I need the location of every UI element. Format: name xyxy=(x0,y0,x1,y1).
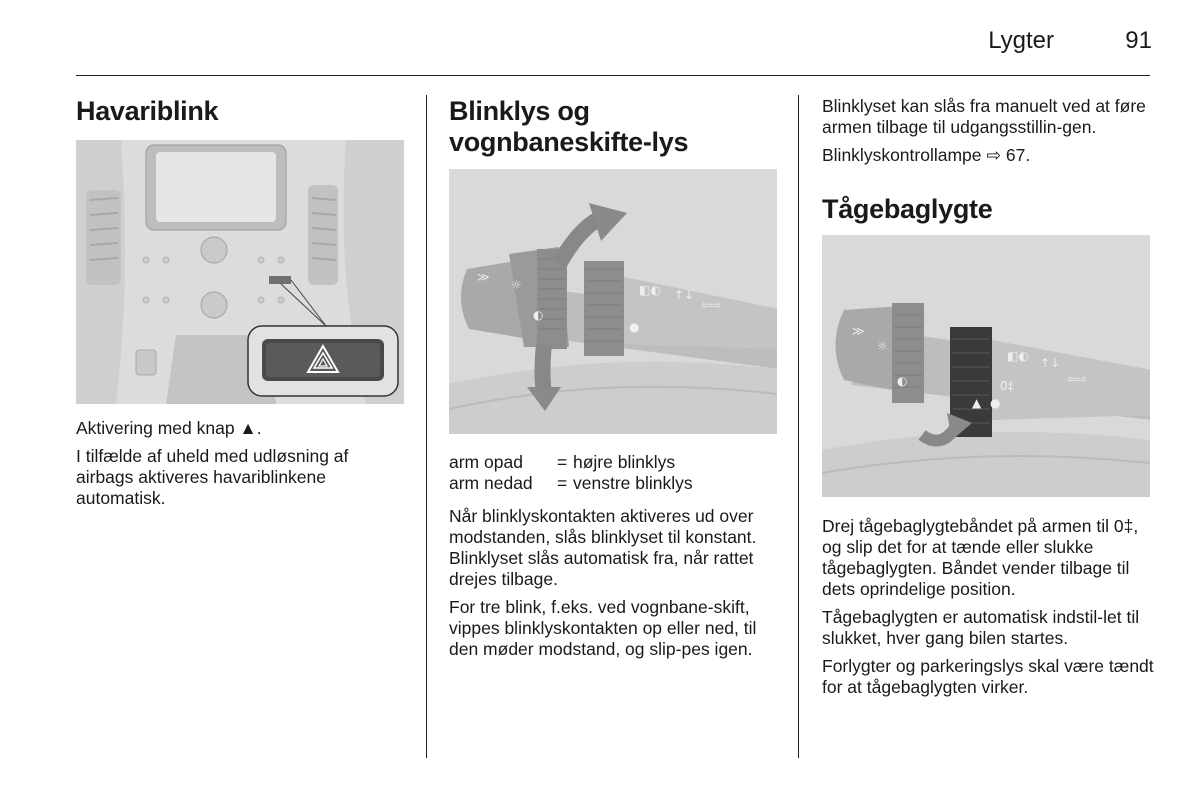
column-divider-2 xyxy=(798,95,799,758)
manual-off-text: Blinklyset kan slås fra manuelt ved at føre armen tilbage til udgangsstillin-gen. xyxy=(822,96,1146,137)
fog-auto-off-text: Tågebaglygten er automatisk indstil-let til slukket, hver gang bilen startes. xyxy=(822,607,1140,648)
column-fog-light xyxy=(822,96,1154,705)
direction-eq-up: = xyxy=(557,452,568,472)
svg-text:↑↓: ↑↓ xyxy=(1040,356,1061,370)
indicator-reference-text: Blinklyskontrollampe ⇨ 67. xyxy=(822,145,1031,165)
column-divider-1 xyxy=(426,95,427,758)
direction-eq-down: = xyxy=(557,473,568,493)
constant-signal-text: Når blinklyskontakten aktiveres ud over modstanden, slås blinklyset til konstant. Blinklyset slås automatisk fra, når rattet drejes tilbage. xyxy=(449,506,757,589)
dashboard-illustration xyxy=(76,140,404,404)
direction-term-up: arm opad xyxy=(449,452,523,472)
hazard-airbag-text: I tilfælde af uheld med udløsning af airbags aktiveres havariblinkene automatisk. xyxy=(76,446,349,508)
direction-def-up: højre blinklys xyxy=(573,452,676,472)
svg-text:↑↓: ↑↓ xyxy=(674,288,695,302)
svg-text:0‡: 0‡ xyxy=(1000,379,1014,393)
hazard-activation-text: Aktivering med knap ▲. xyxy=(76,418,262,438)
svg-text:●: ● xyxy=(629,320,640,334)
column-turn-signals xyxy=(449,96,781,667)
heading-turn-signals-line2: vognbaneskifte-lys xyxy=(449,127,689,157)
section-title: Lygter xyxy=(988,27,1054,54)
fog-requirement-text: Forlygter og parkeringslys skal være tændt for at tågebaglygten virker. xyxy=(822,656,1154,697)
page-number: 91 xyxy=(1125,27,1152,54)
svg-text:◧◐: ◧◐ xyxy=(1007,349,1029,363)
heading-turn-signals xyxy=(449,96,781,158)
svg-text:☼: ☼ xyxy=(511,278,522,292)
three-blink-text: For tre blink, f.eks. ved vognbane-skift, vippes blinklyskontakten op eller ned, til den møder modstand, og slip-pes igen. xyxy=(449,597,757,659)
direction-list xyxy=(449,452,781,494)
column-hazard xyxy=(76,96,406,516)
svg-text:⇦⇨: ⇦⇨ xyxy=(1067,372,1088,386)
svg-text:◐: ◐ xyxy=(897,374,908,388)
fog-light-figure xyxy=(822,235,1150,497)
heading-turn-signals-line1: Blinklys og xyxy=(449,96,590,126)
direction-def-down: venstre blinklys xyxy=(573,473,693,493)
stalk-up-down-illustration xyxy=(449,169,777,434)
heading-fog-light: Tågebaglygte xyxy=(822,194,993,224)
svg-text:≫: ≫ xyxy=(852,324,865,338)
svg-text:☼: ☼ xyxy=(877,339,888,353)
header-rule xyxy=(76,75,1150,76)
svg-text:◧◐: ◧◐ xyxy=(639,283,661,297)
svg-text:●: ● xyxy=(990,396,1001,410)
svg-text:▲: ▲ xyxy=(972,396,982,410)
svg-text:◐: ◐ xyxy=(533,308,544,322)
svg-text:≫: ≫ xyxy=(477,270,490,284)
fog-ring-instruction-text: Drej tågebaglygtebåndet på armen til 0‡, og slip det for at tænde eller slukke tågebaglygten. Båndet vender tilbage til dets oprindelige position. xyxy=(822,516,1139,599)
fog-ring-illustration xyxy=(822,235,1150,497)
direction-term-down: arm nedad xyxy=(449,473,533,493)
svg-text:⇦⇨: ⇦⇨ xyxy=(701,298,722,312)
heading-hazard: Havariblink xyxy=(76,96,219,126)
turn-signal-figure xyxy=(449,169,777,434)
hazard-figure xyxy=(76,140,404,404)
